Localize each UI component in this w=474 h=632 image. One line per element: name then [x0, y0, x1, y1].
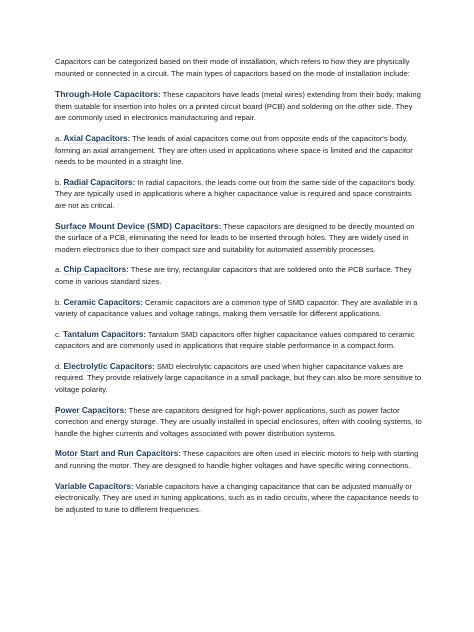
prefix-tantalum: c.	[55, 329, 64, 339]
term-variable: Variable Capacitors	[55, 481, 131, 491]
term-power: Power Capacitors	[55, 405, 125, 415]
term-through-hole: Through-Hole Capacitors	[55, 89, 159, 100]
desc-axial: The leads of axial capacitors come out from opposite ends of the capacitor's body, forming an axial arrangement. They are often used in applications where space is limited and the capacitor needs to be mounted in a straight line.	[55, 133, 413, 167]
item-ceramic: b. Ceramic Capacitors: Ceramic capacitors are a common type of SMD capacitor. They are available in a variety of capacitance values and voltage ratings, making them versatile for different applications.	[55, 297, 418, 319]
desc-smd: These capacitors are designed to be directly mounted on the surface of a PCB, eliminating the need for leads to be inserted through holes. They are widely used in modern electronics due to their compact size and suitability for automated assembly processes.	[55, 221, 415, 254]
item-chip: a. Chip Capacitors: These are tiny, rectangular capacitors that are soldered onto the PCB surface. They come in various standard sizes.	[55, 265, 412, 286]
desc-power: These are capacitors designed for high-power applications, such as power factor correction and energy storage. They are usually installed in special enclosures, often with cooling systems, to handle the higher currents and voltages associated with power distribution systems.	[55, 405, 422, 438]
desc-tantalum: Tantalum SMD capacitors offer higher capacitance values compared to ceramic capacitors and are commonly used in applications that require stable performance in a compact form.	[55, 329, 415, 351]
desc-ceramic: Ceramic capacitors are a common type of SMD capacitor. They are available in a variety of capacitance values and voltage ratings, making them versatile for different applications.	[55, 297, 418, 319]
item-variable: Variable Capacitors: Variable capacitors have a changing capacitance that can be adjusted manually or electronically. They are used in tuning applications, such as in radio circuits, where the capacitance needs to be adjusted to tune to different frequencies.	[55, 481, 419, 514]
desc-through-hole: These capacitors have leads (metal wires) extending from their body, making them suitable for insertion into holes on a printed circuit board (PCB) and soldering on the other side. They are commonly used in electronics manufacturing and repair.	[55, 90, 421, 123]
document-page	[55, 56, 423, 524]
term-smd: Surface Mount Device (SMD) Capacitors	[55, 220, 219, 231]
term-chip: Chip Capacitors	[63, 265, 127, 275]
item-axial: a. Axial Capacitors: The leads of axial capacitors come out from opposite ends of the capacitor's body, forming an axial arrangement. They are often used in applications where space is limited and the capacitor needs to be mounted in a straight line.	[55, 133, 413, 167]
prefix-axial: a.	[55, 133, 64, 143]
intro-paragraph: Capacitors can be categorized based on their mode of installation, which refers to how they are physically mounted or connected in a circuit. The main types of capacitors based on the mode of installation include:	[55, 57, 410, 78]
term-axial: Axial Capacitors	[63, 133, 128, 143]
item-motor: Motor Start and Run Capacitors: These capacitors are often used in electric motors to help with starting and running the motor. They are designed to handle higher voltages and have specific wiring connections.	[55, 449, 419, 471]
term-ceramic: Ceramic Capacitors	[63, 297, 141, 307]
desc-chip: These are tiny, rectangular capacitors that are soldered onto the PCB surface. They come in various standard sizes.	[55, 265, 412, 286]
term-radial: Radial Capacitors	[63, 177, 133, 187]
term-electrolytic: Electrolytic Capacitors	[63, 361, 153, 371]
item-radial: b. Radial Capacitors: In radial capacitors, the leads come out from the same side of the capacitor's body. They are typically used in applications where a higher capacitance value is required and space constraints are not as critical.	[55, 177, 416, 210]
prefix-ceramic: b.	[55, 297, 64, 307]
term-tantalum: Tantalum Capacitors	[63, 329, 144, 339]
item-through-hole: Through-Hole Capacitors: These capacitors have leads (metal wires) extending from their body, making them suitable for insertion into holes on a printed circuit board (PCB) and soldering on the other side. They are commonly used in electronics manufacturing and repair.	[55, 89, 421, 123]
desc-motor: These capacitors are often used in electric motors to help with starting and running the motor. They are designed to handle higher voltages and have specific wiring connections.	[55, 449, 419, 471]
prefix-radial: b.	[55, 177, 64, 187]
desc-variable: Variable capacitors have a changing capacitance that can be adjusted manually or electronically. They are used in tuning applications, such as in radio circuits, where the capacitance needs to be adjusted to tune to different frequencies.	[55, 481, 419, 514]
desc-radial: In radial capacitors, the leads come out from the same side of the capacitor's body. They are typically used in applications where a higher capacitance value is required and space constraints are not as critical.	[55, 177, 416, 210]
desc-electrolytic: SMD electrolytic capacitors are used when higher capacitance values are required. They provide relatively large capacitance in a small package, but they can also be more sensitive to voltage polarity.	[55, 361, 422, 395]
item-tantalum: c. Tantalum Capacitors: Tantalum SMD capacitors offer higher capacitance values compared to ceramic capacitors and are commonly used in applications that require stable performance in a compact form.	[55, 329, 415, 351]
prefix-chip: a.	[55, 265, 64, 275]
term-motor: Motor Start and Run Capacitors	[55, 449, 179, 459]
prefix-electrolytic: d.	[55, 361, 64, 371]
item-electrolytic: d. Electrolytic Capacitors: SMD electrolytic capacitors are used when higher capacitance values are required. They provide relatively large capacitance in a small package, but they can also be more sensitive to voltage polarity.	[55, 361, 422, 395]
item-smd: Surface Mount Device (SMD) Capacitors: These capacitors are designed to be directly mounted on the surface of a PCB, eliminating the need for leads to be inserted through holes. They are widely used in modern electronics due to their compact size and suitability for automated assembly processes.	[55, 220, 415, 254]
item-power: Power Capacitors: These are capacitors designed for high-power applications, such as power factor correction and energy storage. They are usually installed in special enclosures, often with cooling systems, to handle the higher currents and voltages associated with power distribution systems.	[55, 405, 422, 438]
